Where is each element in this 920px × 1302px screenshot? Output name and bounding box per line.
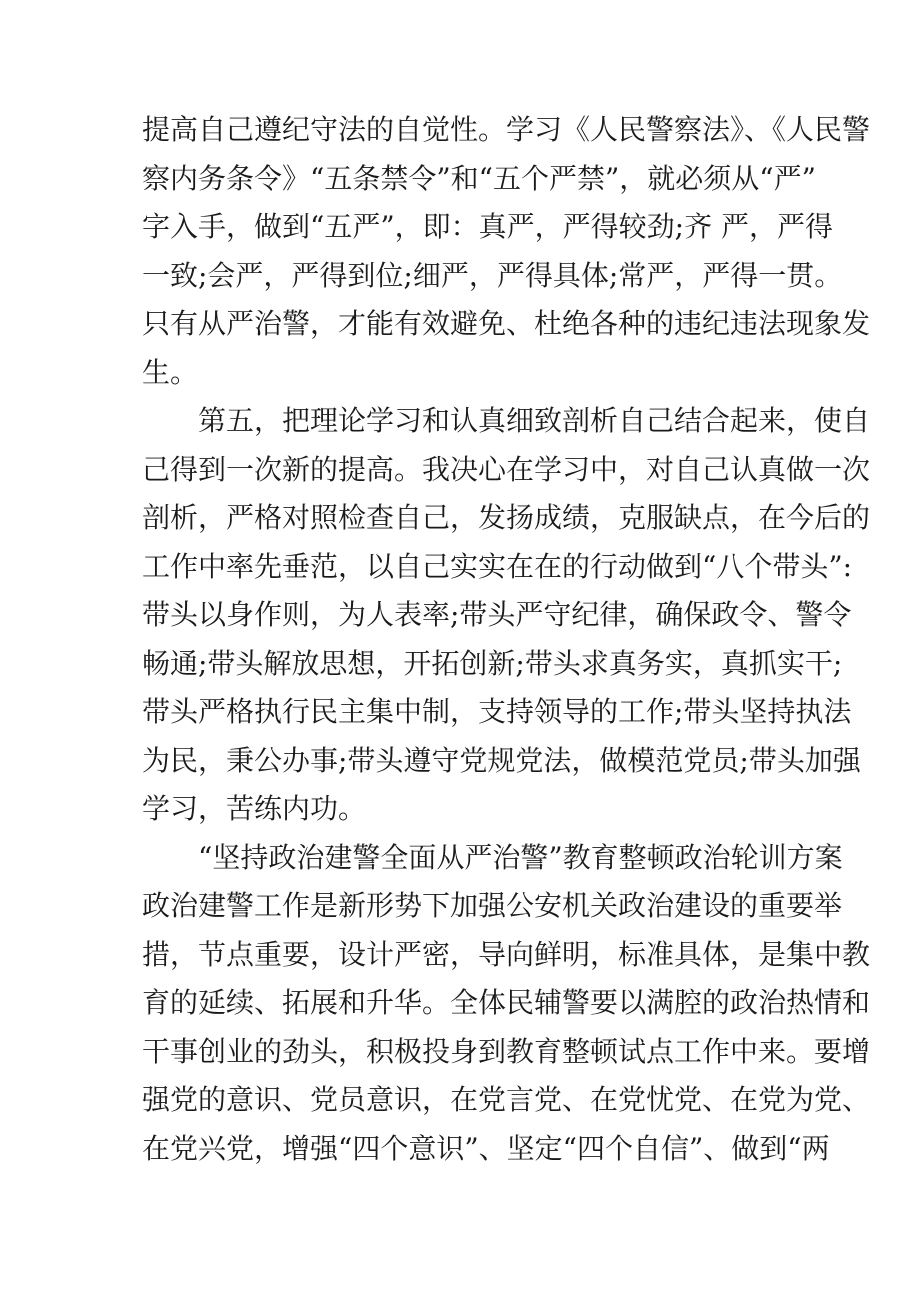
text-line-2: 察内务条令》“五条禁令”和“五个严禁”，就必须从“严” bbox=[142, 161, 816, 195]
text-line-18: 措，节点重要，设计严密，导向鲜明，标准具体，是集中教 bbox=[142, 937, 871, 971]
paragraph-five-first-line: 第五，把理论学习和认真细致剖析自己结合起来，使自 bbox=[198, 404, 871, 437]
text-line-17: 政治建警工作是新形势下加强公安机关政治建设的重要举 bbox=[142, 889, 843, 922]
text-line-10: 工作中率先垂范，以自己实实在在的行动做到“八个带头”: bbox=[142, 549, 853, 583]
text-line-8: 己得到一次新的提高。我决心在学习中，对自己认真做一次 bbox=[142, 452, 871, 486]
text-line-22: 在党兴党，增强“四个意识”、坚定“四个自信”、做到“两 bbox=[142, 1131, 830, 1165]
text-line-21: 强党的意识、党员意识，在党言党、在党忧党、在党为党、 bbox=[142, 1083, 871, 1116]
text-line-15: 学习，苦练内功。 bbox=[142, 792, 367, 825]
text-line-13: 带头严格执行民主集中制，支持领导的工作;带头坚持执法 bbox=[142, 695, 852, 728]
body-text bbox=[142, 106, 871, 1173]
text-line-20: 干事创业的劲头，积极投身到教育整顿试点工作中来。要增 bbox=[142, 1034, 871, 1068]
text-line-14: 为民，秉公办事;带头遵守党规党法，做模范党员;带头加强 bbox=[142, 743, 861, 777]
text-line-6: 生。 bbox=[142, 355, 199, 389]
text-line-4: 一致;会严，严得到位;细严，严得具体;常严，严得一贯。 bbox=[142, 258, 843, 292]
text-line-3: 字入手，做到“五严”，即：真严，严得较劲;齐 严，严得 bbox=[142, 210, 833, 243]
text-line-9: 剖析，严格对照检查自己，发扬成绩，克服缺点，在今后的 bbox=[142, 501, 871, 534]
text-line-5: 只有从严治警，才能有效避免、杜绝各种的违纪违法现象发 bbox=[142, 307, 871, 340]
text-line-1: 提高自己遵纪守法的自觉性。学习《人民警察法》、《人民警 bbox=[142, 113, 871, 146]
text-line-19: 育的延续、拓展和升华。全体民辅警要以满腔的政治热情和 bbox=[142, 986, 871, 1019]
section-heading-line: “坚持政治建警全面从严治警”教育整顿政治轮训方案 bbox=[198, 840, 843, 874]
text-line-11: 带头以身作则，为人表率;带头严守纪律，确保政令、警令 bbox=[142, 598, 852, 631]
text-line-12: 畅通;带头解放思想，开拓创新;带头求真务实，真抓实干; bbox=[142, 646, 843, 680]
